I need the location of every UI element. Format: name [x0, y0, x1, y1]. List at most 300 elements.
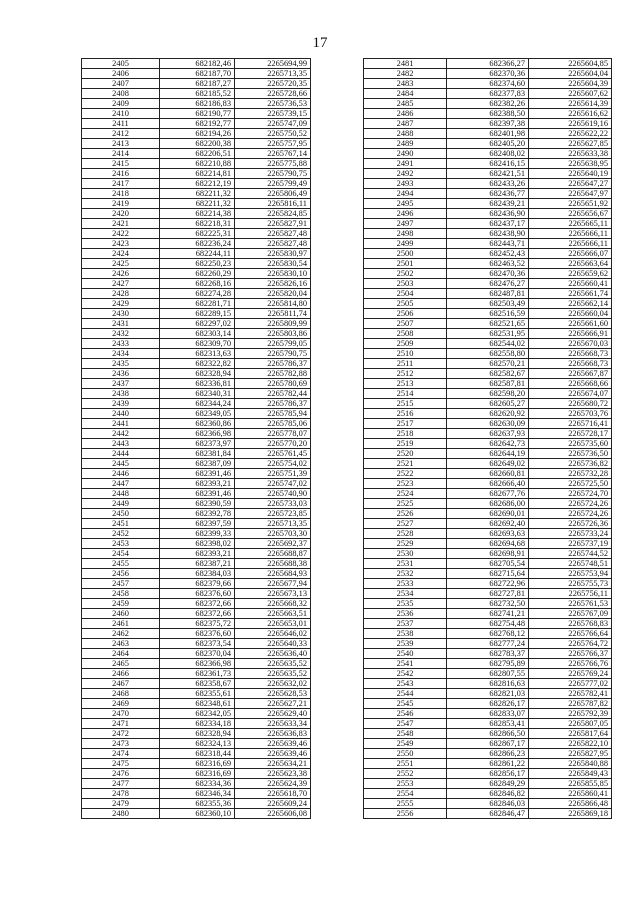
point-number-cell: 2500 — [364, 249, 447, 259]
y-coordinate-cell: 2265733,24 — [529, 529, 612, 539]
x-coordinate-cell: 682349,05 — [160, 409, 235, 419]
table-row — [82, 299, 311, 309]
point-number-cell: 2446 — [82, 469, 160, 479]
x-coordinate-cell: 682544,02 — [447, 339, 529, 349]
point-number-cell: 2414 — [82, 149, 160, 159]
x-coordinate-cell: 682372,66 — [160, 599, 235, 609]
point-number-cell: 2421 — [82, 219, 160, 229]
x-coordinate-cell: 682826,17 — [447, 699, 529, 709]
point-number-cell: 2545 — [364, 699, 447, 709]
x-coordinate-cell: 682225,31 — [160, 229, 235, 239]
y-coordinate-cell: 2265647,97 — [529, 189, 612, 199]
table-row — [82, 579, 311, 589]
table-row — [364, 189, 612, 199]
table-row — [82, 179, 311, 189]
table-row — [82, 389, 311, 399]
x-coordinate-cell: 682531,95 — [447, 329, 529, 339]
x-coordinate-cell: 682313,63 — [160, 349, 235, 359]
y-coordinate-cell: 2265827,91 — [235, 219, 311, 229]
point-number-cell: 2515 — [364, 399, 447, 409]
x-coordinate-cell: 682503,49 — [447, 299, 529, 309]
y-coordinate-cell: 2265622,22 — [529, 129, 612, 139]
y-coordinate-cell: 2265827,48 — [235, 239, 311, 249]
y-coordinate-cell: 2265748,51 — [529, 559, 612, 569]
y-coordinate-cell: 2265799,49 — [235, 179, 311, 189]
y-coordinate-cell: 2265713,35 — [235, 519, 311, 529]
table-row — [82, 379, 311, 389]
table-row — [82, 509, 311, 519]
table-row — [364, 409, 612, 419]
table-row — [364, 69, 612, 79]
point-number-cell: 2418 — [82, 189, 160, 199]
x-coordinate-cell: 682487,81 — [447, 289, 529, 299]
y-coordinate-cell: 2265651,92 — [529, 199, 612, 209]
x-coordinate-cell: 682212,19 — [160, 179, 235, 189]
y-coordinate-cell: 2265766,76 — [529, 659, 612, 669]
y-coordinate-cell: 2265726,36 — [529, 519, 612, 529]
x-coordinate-cell: 682821,03 — [447, 689, 529, 699]
y-coordinate-cell: 2265826,16 — [235, 279, 311, 289]
table-row — [364, 539, 612, 549]
table-row — [82, 659, 311, 669]
point-number-cell: 2405 — [82, 59, 160, 69]
x-coordinate-cell: 682336,81 — [160, 379, 235, 389]
point-number-cell: 2470 — [82, 709, 160, 719]
y-coordinate-cell: 2265627,85 — [529, 139, 612, 149]
x-coordinate-cell: 682370,36 — [447, 69, 529, 79]
x-coordinate-cell: 682666,40 — [447, 479, 529, 489]
point-number-cell: 2483 — [364, 79, 447, 89]
table-row — [364, 109, 612, 119]
y-coordinate-cell: 2265660,41 — [529, 279, 612, 289]
point-number-cell: 2481 — [364, 59, 447, 69]
table-row — [82, 149, 311, 159]
x-coordinate-cell: 682476,27 — [447, 279, 529, 289]
table-row — [364, 79, 612, 89]
table-row — [82, 649, 311, 659]
point-number-cell: 2466 — [82, 669, 160, 679]
y-coordinate-cell: 2265807,05 — [529, 719, 612, 729]
y-coordinate-cell: 2265775,88 — [235, 159, 311, 169]
x-coordinate-cell: 682849,29 — [447, 779, 529, 789]
point-number-cell: 2551 — [364, 759, 447, 769]
point-number-cell: 2432 — [82, 329, 160, 339]
table-row — [364, 399, 612, 409]
point-number-cell: 2487 — [364, 119, 447, 129]
y-coordinate-cell: 2265753,94 — [529, 569, 612, 579]
table-row — [82, 519, 311, 529]
point-number-cell: 2540 — [364, 649, 447, 659]
table-row — [364, 119, 612, 129]
table-row — [82, 439, 311, 449]
point-number-cell: 2455 — [82, 559, 160, 569]
point-number-cell: 2527 — [364, 519, 447, 529]
y-coordinate-cell: 2265633,34 — [235, 719, 311, 729]
point-number-cell: 2530 — [364, 549, 447, 559]
point-number-cell: 2509 — [364, 339, 447, 349]
table-row — [82, 559, 311, 569]
y-coordinate-cell: 2265840,88 — [529, 759, 612, 769]
table-row — [364, 799, 612, 809]
y-coordinate-cell: 2265604,39 — [529, 79, 612, 89]
point-number-cell: 2512 — [364, 369, 447, 379]
point-number-cell: 2445 — [82, 459, 160, 469]
y-coordinate-cell: 2265668,73 — [529, 349, 612, 359]
x-coordinate-cell: 682190,77 — [160, 109, 235, 119]
table-row — [82, 109, 311, 119]
x-coordinate-cell: 682516,59 — [447, 309, 529, 319]
x-coordinate-cell: 682185,52 — [160, 89, 235, 99]
x-coordinate-cell: 682582,67 — [447, 369, 529, 379]
point-number-cell: 2451 — [82, 519, 160, 529]
x-coordinate-cell: 682705,54 — [447, 559, 529, 569]
point-number-cell: 2531 — [364, 559, 447, 569]
y-coordinate-cell: 2265636,40 — [235, 649, 311, 659]
y-coordinate-cell: 2265736,53 — [235, 99, 311, 109]
x-coordinate-cell: 682642,73 — [447, 439, 529, 449]
y-coordinate-cell: 2265866,48 — [529, 799, 612, 809]
point-number-cell: 2456 — [82, 569, 160, 579]
point-number-cell: 2413 — [82, 139, 160, 149]
x-coordinate-cell: 682218,31 — [160, 219, 235, 229]
point-number-cell: 2408 — [82, 89, 160, 99]
y-coordinate-cell: 2265609,24 — [235, 799, 311, 809]
y-coordinate-cell: 2265830,54 — [235, 259, 311, 269]
y-coordinate-cell: 2265661,74 — [529, 289, 612, 299]
x-coordinate-cell: 682398,02 — [160, 539, 235, 549]
point-number-cell: 2503 — [364, 279, 447, 289]
point-number-cell: 2535 — [364, 599, 447, 609]
point-number-cell: 2407 — [82, 79, 160, 89]
point-number-cell: 2461 — [82, 619, 160, 629]
x-coordinate-cell: 682686,00 — [447, 499, 529, 509]
table-row — [82, 789, 311, 799]
point-number-cell: 2435 — [82, 359, 160, 369]
x-coordinate-cell: 682463,52 — [447, 259, 529, 269]
point-number-cell: 2440 — [82, 409, 160, 419]
point-number-cell: 2539 — [364, 639, 447, 649]
x-coordinate-cell: 682334,36 — [160, 779, 235, 789]
x-coordinate-cell: 682346,34 — [160, 789, 235, 799]
table-row — [82, 549, 311, 559]
x-coordinate-cell: 682768,12 — [447, 629, 529, 639]
point-number-cell: 2485 — [364, 99, 447, 109]
table-row — [364, 659, 612, 669]
point-number-cell: 2496 — [364, 209, 447, 219]
x-coordinate-cell: 682373,54 — [160, 639, 235, 649]
point-number-cell: 2476 — [82, 769, 160, 779]
point-number-cell: 2507 — [364, 319, 447, 329]
y-coordinate-cell: 2265824,85 — [235, 209, 311, 219]
y-coordinate-cell: 2265830,97 — [235, 249, 311, 259]
x-coordinate-cell: 682405,20 — [447, 139, 529, 149]
x-coordinate-cell: 682754,48 — [447, 619, 529, 629]
x-coordinate-cell: 682355,36 — [160, 799, 235, 809]
y-coordinate-cell: 2265703,76 — [529, 409, 612, 419]
table-row — [364, 159, 612, 169]
x-coordinate-cell: 682381,84 — [160, 449, 235, 459]
x-coordinate-cell: 682377,83 — [447, 89, 529, 99]
x-coordinate-cell: 682344,24 — [160, 399, 235, 409]
point-number-cell: 2447 — [82, 479, 160, 489]
x-coordinate-cell: 682393,21 — [160, 479, 235, 489]
point-number-cell: 2457 — [82, 579, 160, 589]
point-number-cell: 2516 — [364, 409, 447, 419]
page-number: 17 — [312, 35, 328, 51]
table-row — [82, 399, 311, 409]
y-coordinate-cell: 2265666,11 — [529, 239, 612, 249]
y-coordinate-cell: 2265639,46 — [235, 739, 311, 749]
y-coordinate-cell: 2265820,04 — [235, 289, 311, 299]
x-coordinate-cell: 682274,28 — [160, 289, 235, 299]
table-row — [82, 459, 311, 469]
table-row — [82, 319, 311, 329]
point-number-cell: 2541 — [364, 659, 447, 669]
table-row — [82, 129, 311, 139]
table-row — [364, 219, 612, 229]
x-coordinate-cell: 682214,38 — [160, 209, 235, 219]
y-coordinate-cell: 2265666,11 — [529, 229, 612, 239]
y-coordinate-cell: 2265737,19 — [529, 539, 612, 549]
x-coordinate-cell: 682328,94 — [160, 729, 235, 739]
y-coordinate-cell: 2265666,07 — [529, 249, 612, 259]
table-row — [364, 179, 612, 189]
point-number-cell: 2430 — [82, 309, 160, 319]
x-coordinate-cell: 682211,32 — [160, 199, 235, 209]
y-coordinate-cell: 2265663,51 — [235, 609, 311, 619]
x-coordinate-cell: 682587,81 — [447, 379, 529, 389]
y-coordinate-cell: 2265668,66 — [529, 379, 612, 389]
y-coordinate-cell: 2265623,38 — [235, 769, 311, 779]
table-row — [82, 329, 311, 339]
y-coordinate-cell: 2265786,37 — [235, 399, 311, 409]
table-row — [364, 589, 612, 599]
y-coordinate-cell: 2265680,72 — [529, 399, 612, 409]
table-row — [364, 249, 612, 259]
x-coordinate-cell: 682816,63 — [447, 679, 529, 689]
y-coordinate-cell: 2265799,05 — [235, 339, 311, 349]
x-coordinate-cell: 682376,60 — [160, 589, 235, 599]
x-coordinate-cell: 682192,77 — [160, 119, 235, 129]
table-row — [82, 499, 311, 509]
x-coordinate-cell: 682521,65 — [447, 319, 529, 329]
table-row — [364, 469, 612, 479]
y-coordinate-cell: 2265716,41 — [529, 419, 612, 429]
y-coordinate-cell: 2265628,53 — [235, 689, 311, 699]
x-coordinate-cell: 682260,29 — [160, 269, 235, 279]
table-row — [364, 289, 612, 299]
y-coordinate-cell: 2265744,52 — [529, 549, 612, 559]
x-coordinate-cell: 682187,27 — [160, 79, 235, 89]
y-coordinate-cell: 2265618,70 — [235, 789, 311, 799]
point-number-cell: 2406 — [82, 69, 160, 79]
table-row — [364, 729, 612, 739]
point-number-cell: 2526 — [364, 509, 447, 519]
y-coordinate-cell: 2265604,04 — [529, 69, 612, 79]
table-row — [364, 779, 612, 789]
y-coordinate-cell: 2265785,06 — [235, 419, 311, 429]
y-coordinate-cell: 2265822,10 — [529, 739, 612, 749]
point-number-cell: 2482 — [364, 69, 447, 79]
point-number-cell: 2511 — [364, 359, 447, 369]
table-row — [364, 679, 612, 689]
x-coordinate-cell: 682348,61 — [160, 699, 235, 709]
table-row — [364, 489, 612, 499]
point-number-cell: 2459 — [82, 599, 160, 609]
table-row — [364, 809, 612, 819]
point-number-cell: 2463 — [82, 639, 160, 649]
y-coordinate-cell: 2265740,90 — [235, 489, 311, 499]
table-row — [82, 59, 311, 69]
y-coordinate-cell: 2265769,24 — [529, 669, 612, 679]
point-number-cell: 2475 — [82, 759, 160, 769]
point-number-cell: 2532 — [364, 569, 447, 579]
x-coordinate-cell: 682795,89 — [447, 659, 529, 669]
y-coordinate-cell: 2265694,99 — [235, 59, 311, 69]
point-number-cell: 2425 — [82, 259, 160, 269]
point-number-cell: 2495 — [364, 199, 447, 209]
table-row — [364, 609, 612, 619]
table-row — [364, 429, 612, 439]
x-coordinate-cell: 682439,21 — [447, 199, 529, 209]
y-coordinate-cell: 2265673,13 — [235, 589, 311, 599]
y-coordinate-cell: 2265780,69 — [235, 379, 311, 389]
table-row — [82, 759, 311, 769]
table-row — [364, 709, 612, 719]
x-coordinate-cell: 682846,82 — [447, 789, 529, 799]
table-row — [364, 319, 612, 329]
x-coordinate-cell: 682846,03 — [447, 799, 529, 809]
y-coordinate-cell: 2265827,48 — [235, 229, 311, 239]
y-coordinate-cell: 2265733,03 — [235, 499, 311, 509]
x-coordinate-cell: 682732,50 — [447, 599, 529, 609]
y-coordinate-cell: 2265751,39 — [235, 469, 311, 479]
point-number-cell: 2473 — [82, 739, 160, 749]
x-coordinate-cell: 682397,59 — [160, 519, 235, 529]
point-number-cell: 2505 — [364, 299, 447, 309]
x-coordinate-cell: 682392,78 — [160, 509, 235, 519]
x-coordinate-cell: 682358,67 — [160, 679, 235, 689]
x-coordinate-cell: 682318,44 — [160, 749, 235, 759]
table-row — [364, 749, 612, 759]
point-number-cell: 2489 — [364, 139, 447, 149]
table-row — [82, 689, 311, 699]
x-coordinate-cell: 682373,97 — [160, 439, 235, 449]
table-row — [364, 199, 612, 209]
x-coordinate-cell: 682443,71 — [447, 239, 529, 249]
point-number-cell: 2467 — [82, 679, 160, 689]
y-coordinate-cell: 2265724,26 — [529, 509, 612, 519]
point-number-cell: 2497 — [364, 219, 447, 229]
point-number-cell: 2493 — [364, 179, 447, 189]
y-coordinate-cell: 2265636,83 — [235, 729, 311, 739]
table-row — [82, 219, 311, 229]
point-number-cell: 2468 — [82, 689, 160, 699]
table-row — [364, 739, 612, 749]
point-number-cell: 2423 — [82, 239, 160, 249]
y-coordinate-cell: 2265724,26 — [529, 499, 612, 509]
y-coordinate-cell: 2265713,35 — [235, 69, 311, 79]
x-coordinate-cell: 682361,73 — [160, 669, 235, 679]
x-coordinate-cell: 682250,23 — [160, 259, 235, 269]
point-number-cell: 2453 — [82, 539, 160, 549]
x-coordinate-cell: 682637,93 — [447, 429, 529, 439]
table-row — [364, 669, 612, 679]
x-coordinate-cell: 682366,98 — [160, 659, 235, 669]
point-number-cell: 2434 — [82, 349, 160, 359]
point-number-cell: 2514 — [364, 389, 447, 399]
x-coordinate-cell: 682777,24 — [447, 639, 529, 649]
point-number-cell: 2442 — [82, 429, 160, 439]
y-coordinate-cell: 2265619,16 — [529, 119, 612, 129]
point-number-cell: 2544 — [364, 689, 447, 699]
table-row — [82, 369, 311, 379]
point-number-cell: 2431 — [82, 319, 160, 329]
point-number-cell: 2452 — [82, 529, 160, 539]
point-number-cell: 2499 — [364, 239, 447, 249]
table-row — [82, 99, 311, 109]
point-number-cell: 2488 — [364, 129, 447, 139]
x-coordinate-cell: 682452,43 — [447, 249, 529, 259]
x-coordinate-cell: 682470,36 — [447, 269, 529, 279]
y-coordinate-cell: 2265674,07 — [529, 389, 612, 399]
table-row — [82, 709, 311, 719]
point-number-cell: 2517 — [364, 419, 447, 429]
table-row — [82, 259, 311, 269]
x-coordinate-cell: 682558,80 — [447, 349, 529, 359]
table-row — [364, 719, 612, 729]
point-number-cell: 2474 — [82, 749, 160, 759]
point-number-cell: 2537 — [364, 619, 447, 629]
x-coordinate-cell: 682698,91 — [447, 549, 529, 559]
y-coordinate-cell: 2265757,95 — [235, 139, 311, 149]
table-row — [364, 349, 612, 359]
table-row — [364, 599, 612, 609]
table-row — [364, 379, 612, 389]
point-number-cell: 2542 — [364, 669, 447, 679]
point-number-cell: 2415 — [82, 159, 160, 169]
table-row — [82, 269, 311, 279]
point-number-cell: 2465 — [82, 659, 160, 669]
x-coordinate-cell: 682727,81 — [447, 589, 529, 599]
table-row — [82, 699, 311, 709]
y-coordinate-cell: 2265728,17 — [529, 429, 612, 439]
point-number-cell: 2494 — [364, 189, 447, 199]
point-number-cell: 2553 — [364, 779, 447, 789]
point-number-cell: 2449 — [82, 499, 160, 509]
point-number-cell: 2411 — [82, 119, 160, 129]
point-number-cell: 2477 — [82, 779, 160, 789]
x-coordinate-cell: 682281,71 — [160, 299, 235, 309]
y-coordinate-cell: 2265747,02 — [235, 479, 311, 489]
table-row — [82, 69, 311, 79]
x-coordinate-cell: 682316,69 — [160, 759, 235, 769]
table-row — [82, 159, 311, 169]
x-coordinate-cell: 682340,31 — [160, 389, 235, 399]
x-coordinate-cell: 682309,70 — [160, 339, 235, 349]
table-row — [82, 769, 311, 779]
table-row — [82, 289, 311, 299]
table-row — [364, 689, 612, 699]
x-coordinate-cell: 682328,94 — [160, 369, 235, 379]
x-coordinate-cell: 682297,02 — [160, 319, 235, 329]
y-coordinate-cell: 2265633,38 — [529, 149, 612, 159]
x-coordinate-cell: 682387,09 — [160, 459, 235, 469]
x-coordinate-cell: 682393,21 — [160, 549, 235, 559]
y-coordinate-cell: 2265768,83 — [529, 619, 612, 629]
y-coordinate-cell: 2265790,75 — [235, 349, 311, 359]
point-number-cell: 2520 — [364, 449, 447, 459]
